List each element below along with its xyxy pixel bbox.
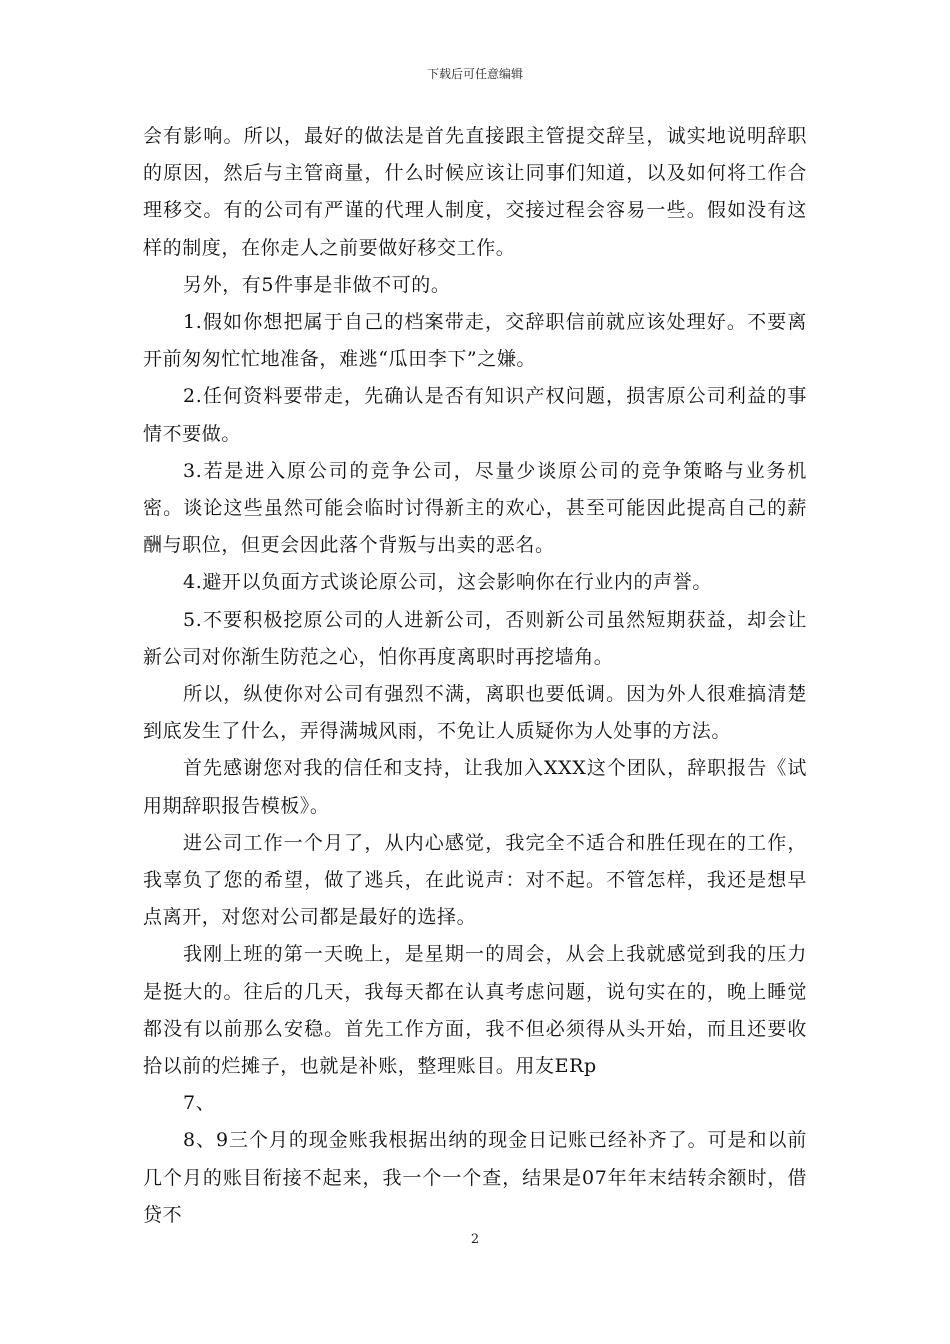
paragraph: 4.避开以负面方式谈论原公司，这会影响你在行业内的声誉。 [183,571,712,594]
paragraph: 我刚上班的第一天晚上，是星期一的周会，从会上我就感觉到我的压力是挺大的。往后的几天，我每天都在认真考虑问题，说句实在的，晚上睡觉都没有以前那么安稳。首先工作方面，我不但必须得从头开始，而且还要收拾以前的烂摊子，也就是补账，整理账目。用友ERp [143,943,807,1078]
page-number: 2 [470,1232,480,1247]
paragraph: 5.不要积极挖原公司的人进新公司，否则新公司虽然短期获益，却会让新公司对你渐生防范之心，怕你再度离职时再挖墙角。 [143,608,807,668]
paragraph: 进公司工作一个月了，从内心感觉，我完全不适合和胜任现在的工作，我辜负了您的希望，做了逃兵，在此说声：对不起。不管怎样，我还是想早点离开，对您对公司都是最好的选择。 [143,831,807,929]
paragraph: 7、 [183,1092,216,1115]
paragraph: 所以，纵使你对公司有强烈不满，离职也要低调。因为外人很难搞清楚到底发生了什么，弄得满城风雨，不免让人质疑你为人处事的方法。 [143,683,807,743]
paragraph: 会有影响。所以，最好的做法是首先直接跟主管提交辞呈，诚实地说明辞职的原因，然后与主管商量，什么时候应该让同事们知道，以及如何将工作合理移交。有的公司有严谨的代理人制度，交接过程会容易一些。假如没有这样的制度，在你走人之前要做好移交工作。 [143,125,807,259]
paragraph: 另外，有5件事是非做不可的。 [183,273,451,296]
page-header: 下载后可任意编辑 [426,67,523,81]
document-body [143,118,807,1234]
paragraph: 首先感谢您对我的信任和支持，让我加入XXX这个团队，辞职报告《试用期辞职报告模板》。 [143,757,807,817]
paragraph: 8、9三个月的现金账我根据出纳的现金日记账已经补齐了。可是和以前几个月的账目衔接不起来，我一个一个查，结果是07年年末结转余额时，借贷不 [143,1129,807,1226]
paragraph: 2.任何资料要带走，先确认是否有知识产权问题，损害原公司利益的事情不要做。 [143,385,807,445]
paragraph: 3.若是进入原公司的竞争公司，尽量少谈原公司的竞争策略与业务机密。谈论这些虽然可能会临时讨得新主的欢心，甚至可能因此提高自己的薪酬与职位，但更会因此落个背叛与出卖的恶名。 [143,459,807,557]
paragraph: 1.假如你想把属于自己的档案带走，交辞职信前就应该处理好。不要离开前匆匆忙忙地准备，难逃“瓜田李下”之嫌。 [143,311,807,371]
